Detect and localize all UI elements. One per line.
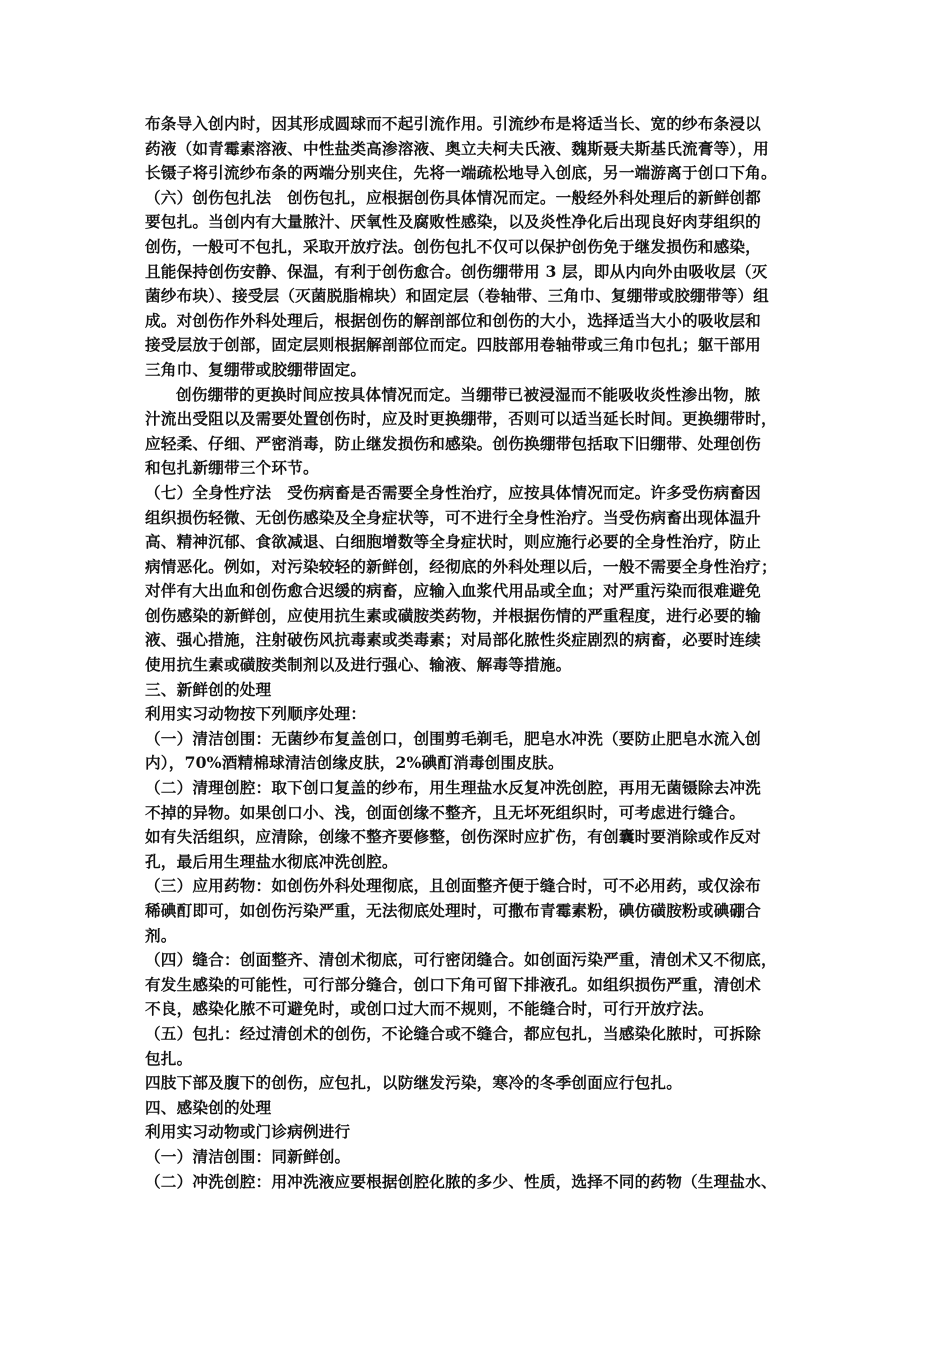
step-line: （四）缝合：创面整齐、清创术彻底，可行密闭缝合。如创面污染严重，清创术又不彻底， — [145, 950, 777, 970]
text-line: 组织损伤轻微、无创伤感染及全身症状等，可不进行全身性治疗。当受伤病畜出现体温升 — [145, 507, 761, 527]
text-line: 布条导入创内时，因其形成圆球而不起引流作用。引流纱布是将适当长、宽的纱布条浸以 — [145, 114, 761, 133]
document-body — [145, 112, 832, 1194]
text-line: 应轻柔、仔细、严密消毒，防止继发损伤和感染。创伤换绷带包括取下旧绷带、处理创伤 — [145, 433, 761, 453]
text-line: 如有失活组织，应清除，创缘不整齐要修整，创伤深时应扩伤，有创囊时要消除或作反对 — [145, 827, 761, 847]
text-line: 接受层放于创部，固定层则根据解剖部位而定。四肢部用卷轴带或三角巾包扎；躯干部用 — [145, 335, 761, 355]
step-line: （二）清理创腔：取下创口复盖的纱布，用生理盐水反复冲洗创腔，再用无菌镊除去冲洗 — [145, 778, 761, 798]
text-line: 三角巾、复绷带或胶绷带固定。 — [145, 359, 367, 379]
text-line: 不掉的异物。如果创口小、浅，创面创缘不整齐，且无坏死组织时，可考虑进行缝合。 — [145, 802, 746, 822]
text-line: 要包扎。当创内有大量脓汁、厌氧性及腐败性感染，以及炎性净化后出现良好肉芽组织的 — [145, 212, 761, 232]
step-line: （二）冲洗创腔：用冲洗液应要根据创腔化脓的多少、性质，选择不同的药物（生理盐水、 — [145, 1171, 777, 1191]
paragraph-start-line: 创伤绷带的更换时间应按具体情况而定。当绷带已被浸湿而不能吸收炎性渗出物，脓 — [176, 384, 761, 404]
text-line: 孔，最后用生理盐水彻底冲洗创腔。 — [145, 851, 398, 871]
text-line: 内），70%酒精棉球清洁创缘皮肤，2%碘酊消毒创围皮肤。 — [145, 753, 564, 773]
section-heading-line: （七）全身性疗法 受伤病畜是否需要全身性治疗，应按具体情况而定。许多受伤病畜因 — [145, 482, 761, 502]
text-line: 使用抗生素或磺胺类制剂以及进行强心、输液、解毒等措施。 — [145, 655, 572, 675]
text-line: 对伴有大出血和创伤愈合迟缓的病畜，应输入血浆代用品或全血；对严重污染而很难避免 — [145, 581, 761, 601]
text-line: 利用实习动物按下列顺序处理： — [145, 704, 367, 724]
text-line: 创伤，一般可不包扎，采取开放疗法。创伤包扎不仅可以保护创伤免于继发损伤和感染， — [145, 236, 761, 256]
text-line: 病情恶化。例如，对污染较轻的新鲜创，经彻底的外科处理以后，一般不需要全身性治疗； — [145, 556, 777, 576]
step-line: （一）清洁创围：同新鲜创。 — [145, 1146, 351, 1166]
text-line: 长镊子将引流纱布条的两端分别夹住，先将一端疏松地导入创底，另一端游离于创口下角。 — [145, 163, 777, 183]
text-line: 液、强心措施，注射破伤风抗毒素或类毒素；对局部化脓性炎症剧烈的病畜，必要时连续 — [145, 630, 761, 650]
chapter-heading: 三、新鲜创的处理 — [145, 679, 272, 699]
text-line: 稀碘酊即可，如创伤污染严重，无法彻底处理时，可撒布青霉素粉，碘仿磺胺粉或碘硼合 — [145, 901, 761, 920]
text-line: 包扎。 — [145, 1048, 193, 1068]
text-line: 有发生感染的可能性，可行部分缝合，创口下角可留下排液孔。如组织损伤严重，清创术 — [145, 974, 761, 994]
text-line: 高、精神沉郁、食欲减退、白细胞增数等全身症状时，则应施行必要的全身性治疗，防止 — [145, 532, 761, 552]
text-line: 成。对创伤作外科处理后，根据创伤的解剖部位和创伤的大小，选择适当大小的吸收层和 — [145, 310, 761, 330]
step-line: （一）清洁创围：无菌纱布复盖创口，创围剪毛剃毛，肥皂水冲洗（要防止肥皂水流入创 — [145, 728, 761, 748]
text-line: 利用实习动物或门诊病例进行 — [145, 1122, 351, 1142]
text-line: 和包扎新绷带三个环节。 — [145, 458, 319, 478]
section-heading-line: （六）创伤包扎法 创伤包扎，应根据创伤具体情况而定。一般经外科处理后的新鲜创都 — [145, 187, 761, 207]
chapter-heading: 四、感染创的处理 — [145, 1097, 272, 1117]
text-line: 创伤感染的新鲜创，应使用抗生素或磺胺类药物，并根据伤情的严重程度，进行必要的输 — [145, 605, 761, 625]
text-line: 四肢下部及腹下的创伤，应包扎，以防继发污染，寒冷的冬季创面应行包扎。 — [145, 1073, 682, 1093]
text-line: 剂。 — [145, 925, 177, 945]
text-line: 药液（如青霉素溶液、中性盐类高渗溶液、奥立夫柯夫氏液、魏斯聂夫斯基氏流膏等），用 — [145, 138, 769, 158]
text-line: 汁流出受阻以及需要处置创伤时，应及时更换绷带，否则可以适当延长时间。更换绷带时， — [145, 409, 777, 429]
text-line: 不良，感染化脓不可避免时，或创口过大而不规则，不能缝合时，可行开放疗法。 — [145, 999, 714, 1019]
step-line: （三）应用药物：如创伤外科处理彻底，且创面整齐便于缝合时，可不必用药，或仅涂布 — [145, 876, 761, 896]
text-line: 菌纱布块）、接受层（灭菌脱脂棉块）和固定层（卷轴带、三角巾、复绷带或胶绷带等）组 — [145, 286, 769, 306]
step-line: （五）包扎：经过清创术的创伤，不论缝合或不缝合，都应包扎，当感染化脓时，可拆除 — [145, 1023, 761, 1043]
text-line: 且能保持创伤安静、保温，有利于创伤愈合。创伤绷带用 3 层，即从内向外由吸收层（灭 — [145, 261, 768, 281]
